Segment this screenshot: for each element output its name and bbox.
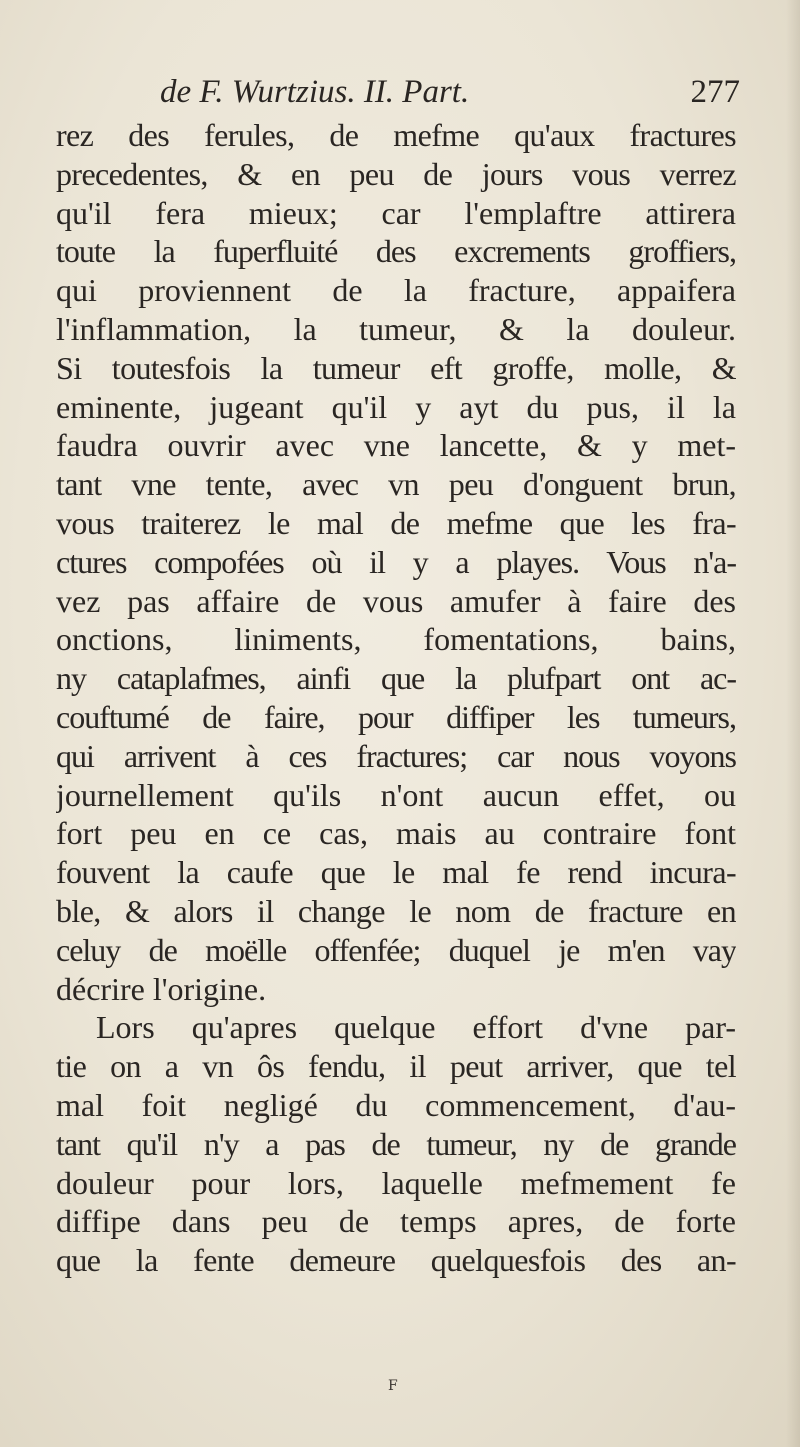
text-line: celuy de moëlle offenfée; duquel je m'en vay (56, 931, 736, 968)
text-line: fouvent la caufe que le mal fe rend incura- (56, 854, 736, 891)
text-line: mal foit negligé du commencement, d'au- (56, 1086, 736, 1123)
text-line: ctures compofées où il y a playes. Vous n'a- (56, 543, 736, 580)
text-line: Lors qu'apres quelque effort d'vne par- (96, 1009, 736, 1046)
text-line: rez des ferules, de mefme qu'aux fractures (56, 117, 736, 153)
body-text (56, 116, 736, 1280)
text-line: qui arrivent à ces fractures; car nous voyons (56, 737, 736, 774)
text-line: ny cataplafmes, ainfi que la plufpart ont ac- (56, 660, 736, 697)
page-number: 277 (690, 74, 740, 110)
text-line: faudra ouvrir avec vne lancette, & y met- (56, 427, 736, 464)
text-line: tant qu'il n'y a pas de tumeur, ny de grande (56, 1125, 736, 1162)
running-head: de F. Wurtzius. II. Part. (160, 74, 470, 110)
text-line: fort peu en ce cas, mais au contraire font (56, 815, 736, 852)
text-line: vez pas affaire de vous amufer à faire des (56, 582, 736, 619)
text-line: ble, & alors il change le nom de fracture en (56, 892, 736, 929)
text-line: que la fente demeure quelquesfois des an- (56, 1242, 736, 1279)
text-line: onctions, liniments, fomentations, bains, (56, 621, 736, 658)
text-line: vous traiterez le mal de mefme que les fra- (56, 504, 736, 541)
text-line: qu'il fera mieux; car l'emplaftre attirera (56, 194, 736, 231)
text-line: couftumé de faire, pour diffiper les tumeurs, (56, 698, 736, 735)
text-line: douleur pour lors, laquelle mefmement fe (56, 1164, 736, 1201)
text-line: tie on a vn ôs fendu, il peut arriver, que tel (56, 1048, 736, 1085)
text-line: décrire l'origine. (56, 970, 267, 1007)
page-edge-shadow (786, 0, 800, 1447)
text-line: qui proviennent de la fracture, appaifera (56, 272, 736, 309)
text-line: journellement qu'ils n'ont aucun effet, ou (56, 776, 736, 813)
text-line: tant vne tente, avec vn peu d'onguent brun, (56, 466, 736, 503)
text-line: l'inflammation, la tumeur, & la douleur. (56, 310, 736, 347)
text-line: eminente, jugeant qu'il y ayt du pus, il la (56, 388, 736, 425)
page-header (160, 72, 740, 112)
text-line: toute la fuperfluité des excrements groffiers, (56, 233, 736, 270)
signature-mark: F (388, 1378, 398, 1394)
text-line: precedentes, & en peu de jours vous verrez (56, 155, 736, 192)
text-line: Si toutesfois la tumeur eft groffe, molle, & (56, 349, 736, 386)
text-line: diffipe dans peu de temps apres, de forte (56, 1203, 736, 1240)
